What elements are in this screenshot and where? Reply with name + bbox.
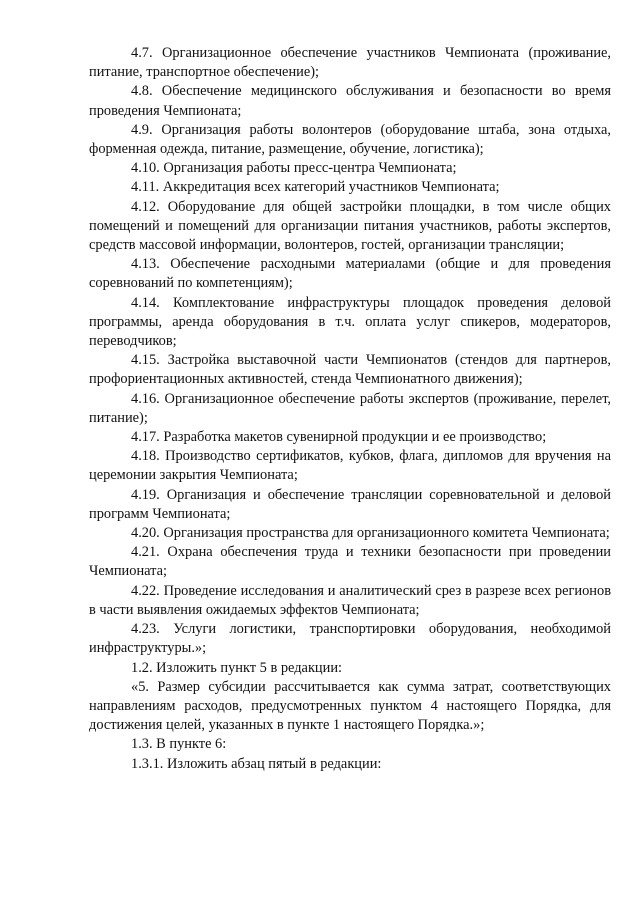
paragraph-4-23: 4.23. Услуги логистики, транспортировки оборудования, необходимой инфраструктуры.»; — [89, 621, 611, 657]
paragraph-4-9: 4.9. Организация работы волонтеров (оборудование штаба, зона отдыха, форменная одежда, питание, размещение, обучение, логистика); — [89, 121, 611, 158]
paragraph-4-10: 4.10. Организация работы пресс-центра Чемпионата; — [131, 160, 457, 177]
paragraph-4-17: 4.17. Разработка макетов сувенирной продукции и ее производство; — [131, 429, 547, 446]
paragraph-4-8: 4.8. Обеспечение медицинского обслуживания и безопасности во время проведения Чемпионата; — [89, 83, 611, 119]
paragraph-4-21: 4.21. Охрана обеспечения труда и техники безопасности при проведении Чемпионата; — [89, 544, 611, 580]
paragraph-4-13: 4.13. Обеспечение расходными материалами (общие и для проведения соревнований по компетенциям); — [89, 256, 611, 292]
paragraph-4-14: 4.14. Комплектование инфраструктуры площадок проведения деловой программы, аренда оборудования в т.ч. оплата услуг спикеров, модераторов, переводчиков; — [89, 294, 611, 350]
paragraph-4-15: 4.15. Застройка выставочной части Чемпионатов (стендов для партнеров, профориентационных активностей, стенда Чемпионатного движения); — [89, 352, 611, 388]
paragraph-1-3: 1.3. В пункте 6: — [131, 736, 227, 753]
paragraph-quote-5: «5. Размер субсидии рассчитывается как сумма затрат, соответствующих направлениям расходов, предусмотренных пунктом 4 настоящего Порядка, для достижения целей, указанных в пункте 1 настоящего Порядка.»; — [89, 678, 611, 734]
paragraph-4-7: 4.7. Организационное обеспечение участников Чемпионата (проживание, питание, транспортное обеспечение); — [89, 45, 611, 81]
paragraph-4-18: 4.18. Производство сертификатов, кубков, флага, дипломов для вручения на церемонии закрытия Чемпионата; — [89, 448, 611, 484]
paragraph-4-19: 4.19. Организация и обеспечение трансляции соревновательной и деловой программ Чемпионата; — [89, 486, 611, 522]
paragraph-4-22: 4.22. Проведение исследования и аналитический срез в разрезе всех регионов в части выявления ожидаемых эффектов Чемпионата; — [89, 582, 611, 618]
paragraph-4-11: 4.11. Аккредитация всех категорий участников Чемпионата; — [131, 179, 500, 196]
paragraph-1-3-1: 1.3.1. Изложить абзац пятый в редакции: — [131, 755, 382, 772]
paragraph-1-2: 1.2. Изложить пункт 5 в редакции: — [131, 659, 343, 676]
document-body — [89, 44, 611, 774]
paragraph-4-12: 4.12. Оборудование для общей застройки площадки, в том числе общих помещений и помещений для организации питания участников, работы экспертов, средств массовой информации, волонтеров, гостей, организации трансляции; — [89, 198, 611, 254]
paragraph-4-16: 4.16. Организационное обеспечение работы экспертов (проживание, перелет, питание); — [89, 390, 611, 426]
paragraph-4-20: 4.20. Организация пространства для организационного комитета Чемпионата; — [131, 525, 610, 542]
